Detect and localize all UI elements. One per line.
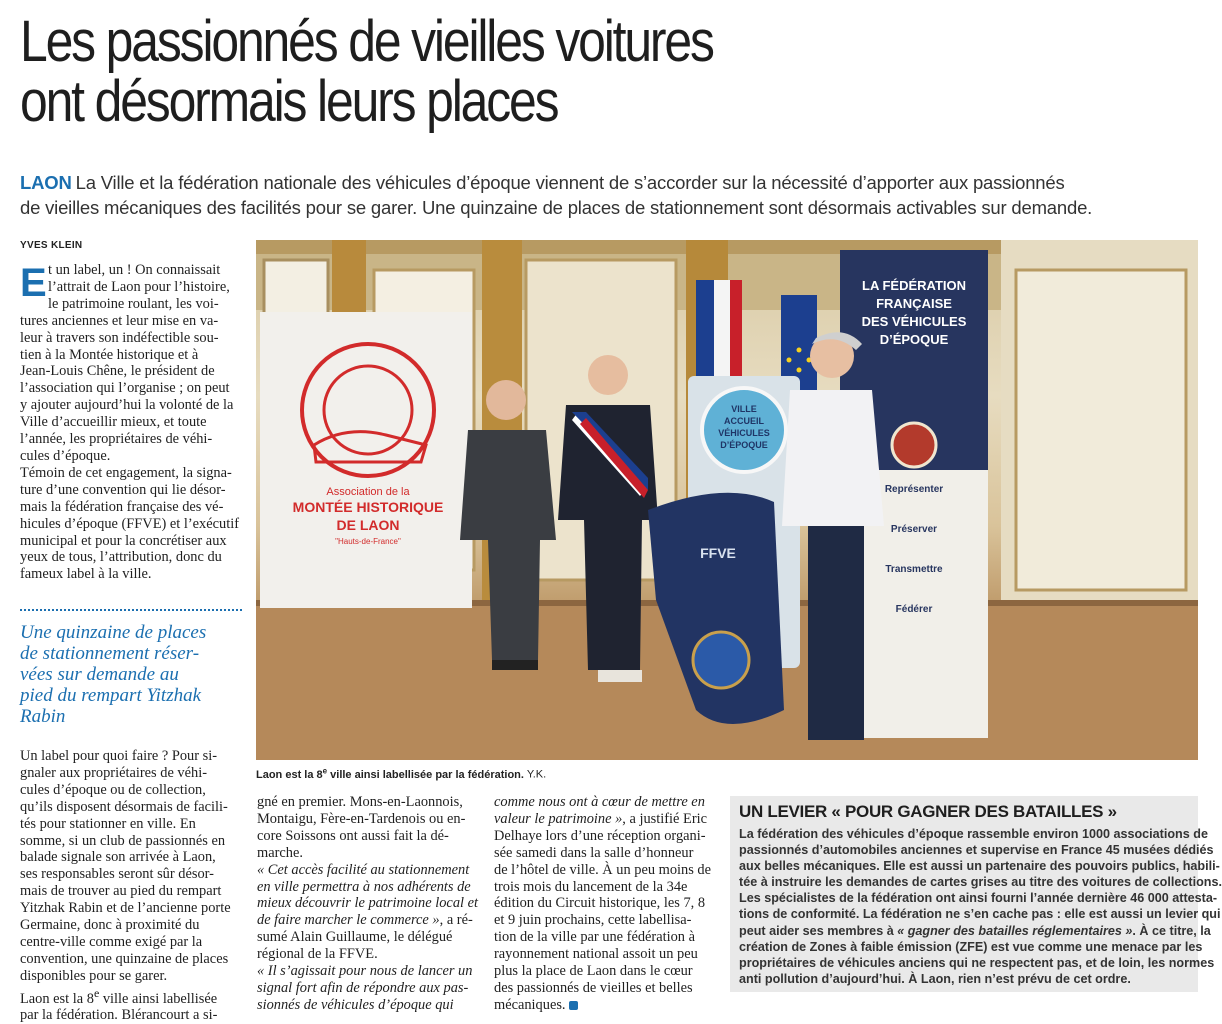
person-right-jeans <box>808 526 864 740</box>
headline <box>20 9 1018 134</box>
sidebar-box <box>730 796 1222 992</box>
body-column-2: gné en premier. Mons-en-Laonnois, Montaigu, Fère-en-Tardenois ou en- core Soissons ont aussi fait la dé- marche. « Cet accès facilité au stationnement en ville permettra à nos adhérents de mieux découvrir le patrimoine local et de faire marcher le commerce », a ré- sumé Alain Guillaume, le délégué régional de la FFVE. « Il s’agissait pour nous de lancer un signal fort afin de répondre aux pas- sionnés de véhicules d’époque qui <box>257 794 478 1013</box>
flag-star-icon <box>797 348 802 353</box>
banner-right-item-4: Fédérer <box>895 604 933 615</box>
person-center-shoes <box>598 670 642 682</box>
person-left-head <box>486 380 526 420</box>
lead-paragraph <box>20 170 1180 220</box>
article-photo <box>256 240 1198 760</box>
banner-right-item-2: Préserver <box>890 524 938 535</box>
photo-illustration <box>256 240 1198 760</box>
dateline-city: LAON <box>20 172 72 193</box>
drop-cap: E <box>20 261 47 305</box>
pull-quote: Une quinzaine de places de stationnement réser- vées sur demande au pied du rempart Yitzhak Rabin <box>20 622 207 727</box>
ffve-flag-label: FFVE <box>700 545 736 561</box>
banner-montee-historique <box>260 312 472 608</box>
lead-line-1: LAON La Ville et la fédération nationale des véhicules d’époque viennent de s’accorder sur la nécessité d’apporter aux passionnés <box>20 172 1065 193</box>
flag-star-icon <box>797 368 802 373</box>
banner-right-title-4: D’ÉPOQUE <box>879 332 949 347</box>
pullquote-divider <box>20 609 242 611</box>
ffve-flag-emblem-icon <box>693 632 749 688</box>
window-right <box>1016 270 1186 590</box>
end-mark-icon <box>569 1001 578 1010</box>
sign-line-3: VÉHICULES <box>718 428 770 438</box>
sign-line-4: D’ÉPOQUE <box>720 440 768 450</box>
flag-star-icon <box>787 358 792 363</box>
body-column-1-top: t un label, un ! On connaissait l’attrait de Laon pour l’histoire, le patrimoine roulant, les voi- tures anciennes et leur mise en va- leur à travers son indéfectible sou- tien à la Montée historique et à Jean-Louis Chêne, le président de l’association qui l’organise ; on peut y ajouter aujourd’hui la volonté de la Ville d’accueillir mieux, et toute l’année, les propriétaires de véhi- cules d’époque. Témoin de cet engagement, la signa- ture d’une convention qui lie désor- mais la fédération française des vé- hicules d’époque (FFVE) et l’exécutif municipal et pour la concrétiser aux yeux de tous, l’attribution, donc du fameux label à la ville. <box>20 262 239 583</box>
sign-line-1: VILLE <box>731 404 757 414</box>
banner-left-line-1: Association de la <box>326 486 410 498</box>
banner-right-item-1: Représenter <box>884 484 944 495</box>
headline-line-2: ont désormais leurs places <box>20 69 558 134</box>
banner-right-title-2: FRANÇAISE <box>876 296 952 311</box>
byline: YVES KLEIN <box>20 240 83 251</box>
body-column-1-bottom: Un label pour quoi faire ? Pour si- gnaler aux propriétaires de véhi- cules d’époque ou de collection, qu’ils disposent désormais de facili- tés pour stationner en ville. En somme, si un club de passionnés en balade signale son arrivée à Laon, ses responsables seront sûr désor- mais de trouver au pied du rempart Yitzhak Rabin et de l’ancienne porte Germaine, donc à proximité du centre-ville comme exigé par la convention, une quinzaine de places disponibles pour se garer. Laon est la 8e ville ainsi labellisée par la fédération. Blérancourt a si- <box>20 748 231 1024</box>
lead-line-2: de vieilles mécaniques des facilités pour se garer. Une quinzaine de places de stationnement sont désormais activables sur demande. <box>20 197 1093 218</box>
sign-line-2: ACCUEIL <box>724 416 764 426</box>
sidebar-text: La fédération des véhicules d’époque rassemble environ 1000 associations de passionnés d’automobiles anciennes et supervise en France 45 musées dédiés aux belles mécaniques. Elle est aussi un partenaire des pouvoirs publics, habili- tée à instruire les demandes de cartes grises au titre des voitures de collections. Les spécialistes de la fédération ont ainsi fourni l’année dernière 46 000 attesta- tions de conformité. La fédération ne s’en cache pas : elle est aussi un levier qui peut aider ses membres à « gagner des batailles réglementaires ». À ce titre, la création de Zones à faible émission (ZFE) est vue comme une menace par les propriétaires de véhicules anciens qui ne respectent pas, et de loin, les normes anti pollution d’aujourd’hui. À Laon, rien n’est prévu de cet ordre. <box>739 827 1222 986</box>
body-column-3: comme nous ont à cœur de mettre en valeur le patrimoine », a justifié Eric Delhaye lors d’une réception organi- sée samedi dans la salle d’honneur de l’hôtel de ville. À un peu moins de trois mois du lancement de la 34e édition du Circuit historique, les 7, 8 et 9 juin prochains, cette labellisa- tion de la ville par une fédération à rayonnement national assoit un peu plus la place de Laon dans le cœur des passionnés de vieilles et belles mécaniques. <box>494 794 712 1013</box>
sidebar-title: UN LEVIER « POUR GAGNER DES BATAILLES » <box>739 802 1117 821</box>
banner-left-line-3: DE LAON <box>336 517 400 533</box>
banner-right-title-1: LA FÉDÉRATION <box>862 278 966 293</box>
ffve-emblem-icon <box>892 423 936 467</box>
banner-right-item-3: Transmettre <box>885 564 943 575</box>
headline-line-1: Les passionnés de vieilles voitures <box>20 9 713 74</box>
person-left-shoes <box>492 660 538 670</box>
photo-credit: Y.K. <box>526 768 547 781</box>
person-center-head <box>588 355 628 395</box>
photo-caption: Laon est la 8e ville ainsi labellisée par la fédération. Y.K. <box>256 766 547 781</box>
banner-left-line-4: "Hauts-de-France" <box>335 537 401 546</box>
banner-left-line-2: MONTÉE HISTORIQUE <box>292 499 444 515</box>
banner-right-title-3: DES VÉHICULES <box>861 314 967 329</box>
